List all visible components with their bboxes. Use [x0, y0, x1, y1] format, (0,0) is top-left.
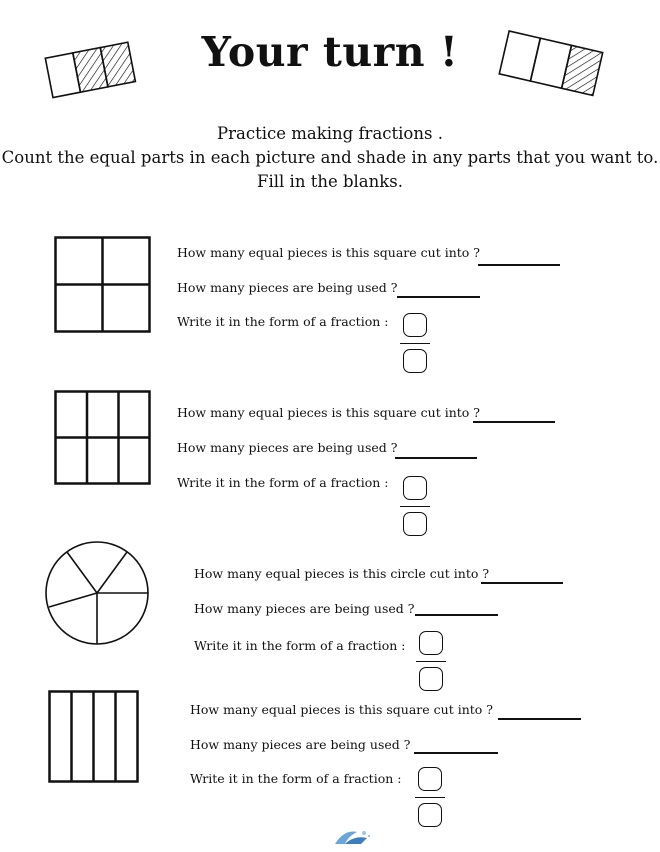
answer-blank-pieces-1[interactable]	[478, 264, 560, 266]
answer-blank-used-1[interactable]	[397, 296, 480, 298]
answer-blank-used-2[interactable]	[395, 457, 477, 459]
question-used-4: How many pieces are being used ?	[190, 737, 411, 752]
shape-rectangle-3x2[interactable]	[54, 390, 154, 486]
numerator-box-1[interactable]	[403, 313, 427, 337]
page-title: Your turn !	[201, 28, 459, 76]
fraction-bar-1	[400, 343, 430, 344]
answer-blank-used-3[interactable]	[415, 614, 498, 616]
answer-blank-used-4[interactable]	[414, 752, 498, 754]
question-pieces-3: How many equal pieces is this circle cut into ?	[194, 566, 490, 581]
numerator-box-3[interactable]	[419, 631, 443, 655]
instruction-line-3: Fill in the blanks.	[257, 172, 403, 191]
shape-rectangle-4-strips[interactable]	[48, 690, 140, 784]
numerator-box-2[interactable]	[403, 476, 427, 500]
question-fraction-3: Write it in the form of a fraction :	[194, 638, 406, 653]
question-pieces-1: How many equal pieces is this square cut into ?	[177, 245, 480, 260]
shape-square-2x2[interactable]	[54, 236, 154, 336]
numerator-box-4[interactable]	[418, 767, 442, 791]
question-fraction-1: Write it in the form of a fraction :	[177, 314, 389, 329]
question-pieces-2: How many equal pieces is this square cut into ?	[177, 405, 480, 420]
answer-blank-pieces-2[interactable]	[473, 421, 555, 423]
question-used-1: How many pieces are being used ?	[177, 280, 398, 295]
denominator-box-3[interactable]	[419, 667, 443, 691]
answer-blank-pieces-4[interactable]	[498, 718, 581, 720]
fraction-bar-4	[415, 797, 445, 798]
denominator-box-4[interactable]	[418, 803, 442, 827]
fraction-bar-2	[400, 506, 430, 507]
denominator-box-1[interactable]	[403, 349, 427, 373]
answer-blank-pieces-3[interactable]	[481, 582, 563, 584]
question-pieces-4: How many equal pieces is this square cut into ?	[190, 702, 493, 717]
fraction-bar-3	[416, 661, 446, 662]
question-fraction-2: Write it in the form of a fraction :	[177, 475, 389, 490]
denominator-box-2[interactable]	[403, 512, 427, 536]
question-used-2: How many pieces are being used ?	[177, 440, 398, 455]
question-used-3: How many pieces are being used ?	[194, 601, 415, 616]
instruction-line-1: Practice making fractions .	[217, 124, 443, 143]
instruction-line-2: Count the equal parts in each picture and shade in any parts that you want to.	[1, 148, 659, 167]
question-fraction-4: Write it in the form of a fraction :	[190, 771, 402, 786]
shape-circle-5-slices[interactable]	[44, 540, 154, 650]
footer-logo-icon	[331, 826, 375, 848]
